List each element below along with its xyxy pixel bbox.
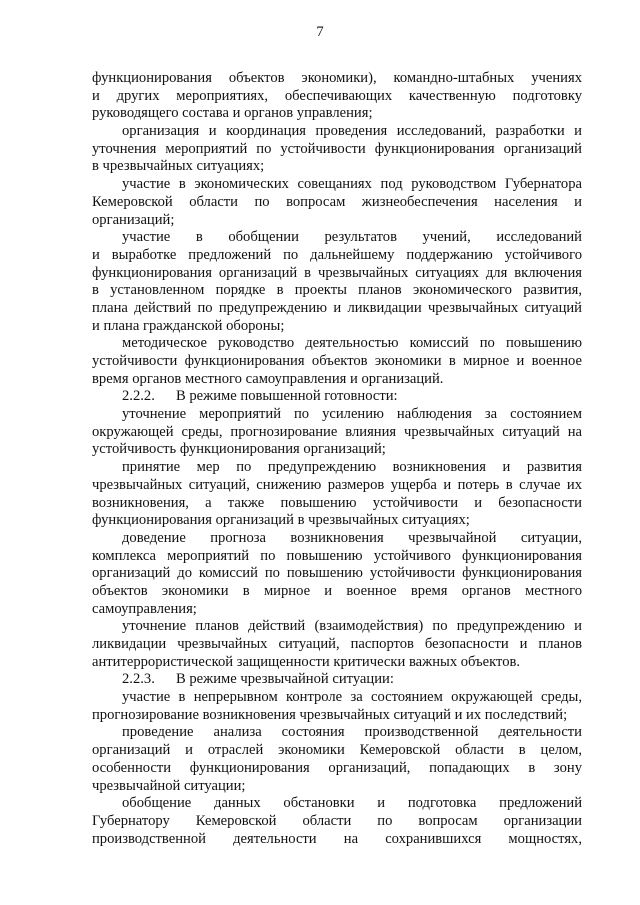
- text-line: уточнения мероприятий по устойчивости функционирования организаций: [92, 140, 582, 157]
- text-line: участие в экономических совещаниях под руководством Губернатора: [122, 176, 582, 193]
- section-title: В режиме повышенной готовности:: [176, 388, 398, 405]
- section-number: 2.2.2.: [122, 388, 155, 405]
- text-line: Губернатору Кемеровской области по вопросам организации: [92, 812, 582, 829]
- text-line: чрезвычайной ситуации;: [92, 777, 246, 794]
- text-line: время органов местного самоуправления и организаций.: [92, 370, 444, 387]
- text-line: функционирования объектов экономики), командно-штабных учениях: [92, 70, 582, 86]
- page-number: 7: [316, 24, 324, 40]
- text-line: доведение прогноза возникновения чрезвычайной ситуации,: [122, 529, 582, 546]
- text-line: уточнение мероприятий по усилению наблюдения за состоянием: [122, 406, 582, 423]
- text-line: самоуправления;: [92, 600, 197, 617]
- text-line: функционирования организаций в чрезвычайных ситуациях;: [92, 512, 470, 529]
- text-line: и плана гражданской обороны;: [92, 317, 285, 334]
- text-line: и других мероприятиях, обеспечивающих качественную подготовку: [92, 87, 582, 104]
- text-line: проведение анализа состояния производственной деятельности: [122, 724, 582, 741]
- section-title: В режиме чрезвычайной ситуации:: [176, 671, 394, 688]
- text-line: объектов экономики в мирное и военное время органов местного: [92, 582, 582, 599]
- text-line: руководящего состава и органов управления;: [92, 105, 373, 122]
- text-line: участие в непрерывном контроле за состоянием окружающей среды,: [122, 689, 582, 706]
- text-line: устойчивости функционирования объектов экономики в мирное и военное: [92, 353, 582, 369]
- text-line: организация и координация проведения исследований, разработки и: [122, 123, 582, 140]
- text-line: функционирования организаций в чрезвычайных ситуациях для включения: [92, 264, 582, 281]
- text-line: ликвидации чрезвычайных ситуаций, паспортов безопасности и планов: [92, 636, 582, 652]
- document-body: [92, 70, 582, 848]
- text-line: окружающей среды, прогнозирование влияния чрезвычайных ситуаций на: [92, 423, 582, 440]
- text-line: и выработке предложений по дальнейшему поддержанию устойчивого: [92, 246, 582, 263]
- section-heading: [92, 388, 582, 406]
- text-line: комплекса мероприятий по повышению устойчивого функционирования: [92, 547, 582, 564]
- text-line: чрезвычайных ситуаций, снижению размеров ущерба и потерь в случае их: [92, 476, 582, 493]
- text-line: в чрезвычайных ситуациях;: [92, 158, 265, 175]
- text-line: возникновения, а также повышению устойчивости и безопасности: [92, 494, 582, 511]
- text-line: устойчивость функционирования организаций;: [92, 441, 386, 458]
- section-number: 2.2.3.: [122, 671, 155, 688]
- text-line: участие в обобщении результатов учений, исследований: [122, 229, 582, 246]
- text-line: организаций до комиссий по повышению устойчивости функционирования: [92, 565, 582, 582]
- text-line: плана действий по предупреждению и ликвидации чрезвычайных ситуаций: [92, 299, 582, 316]
- text-line: в установленном порядке в проекты планов экономического развития,: [92, 282, 582, 299]
- text-line: Кемеровской области по вопросам жизнеобеспечения населения и: [92, 193, 582, 210]
- text-line: прогнозирование возникновения чрезвычайных ситуаций и их последствий;: [92, 706, 568, 723]
- text-line: принятие мер по предупреждению возникновения и развития: [122, 459, 582, 476]
- text-line: организаций;: [92, 211, 175, 228]
- text-line: уточнение планов действий (взаимодействия) по предупреждению и: [122, 618, 582, 635]
- text-line: особенности функционирования организаций, попадающих в зону: [92, 759, 582, 776]
- text-line: обобщение данных обстановки и подготовка предложений: [122, 795, 582, 812]
- text-line: антитеррористической защищенности критически важных объектов.: [92, 653, 521, 670]
- text-line: методическое руководство деятельностью комиссий по повышению: [122, 335, 582, 352]
- section-heading: [92, 671, 582, 689]
- text-line: организаций и отраслей экономики Кемеровской области в целом,: [92, 742, 582, 759]
- text-line: производственной деятельности на сохранившихся мощностях,: [92, 830, 582, 847]
